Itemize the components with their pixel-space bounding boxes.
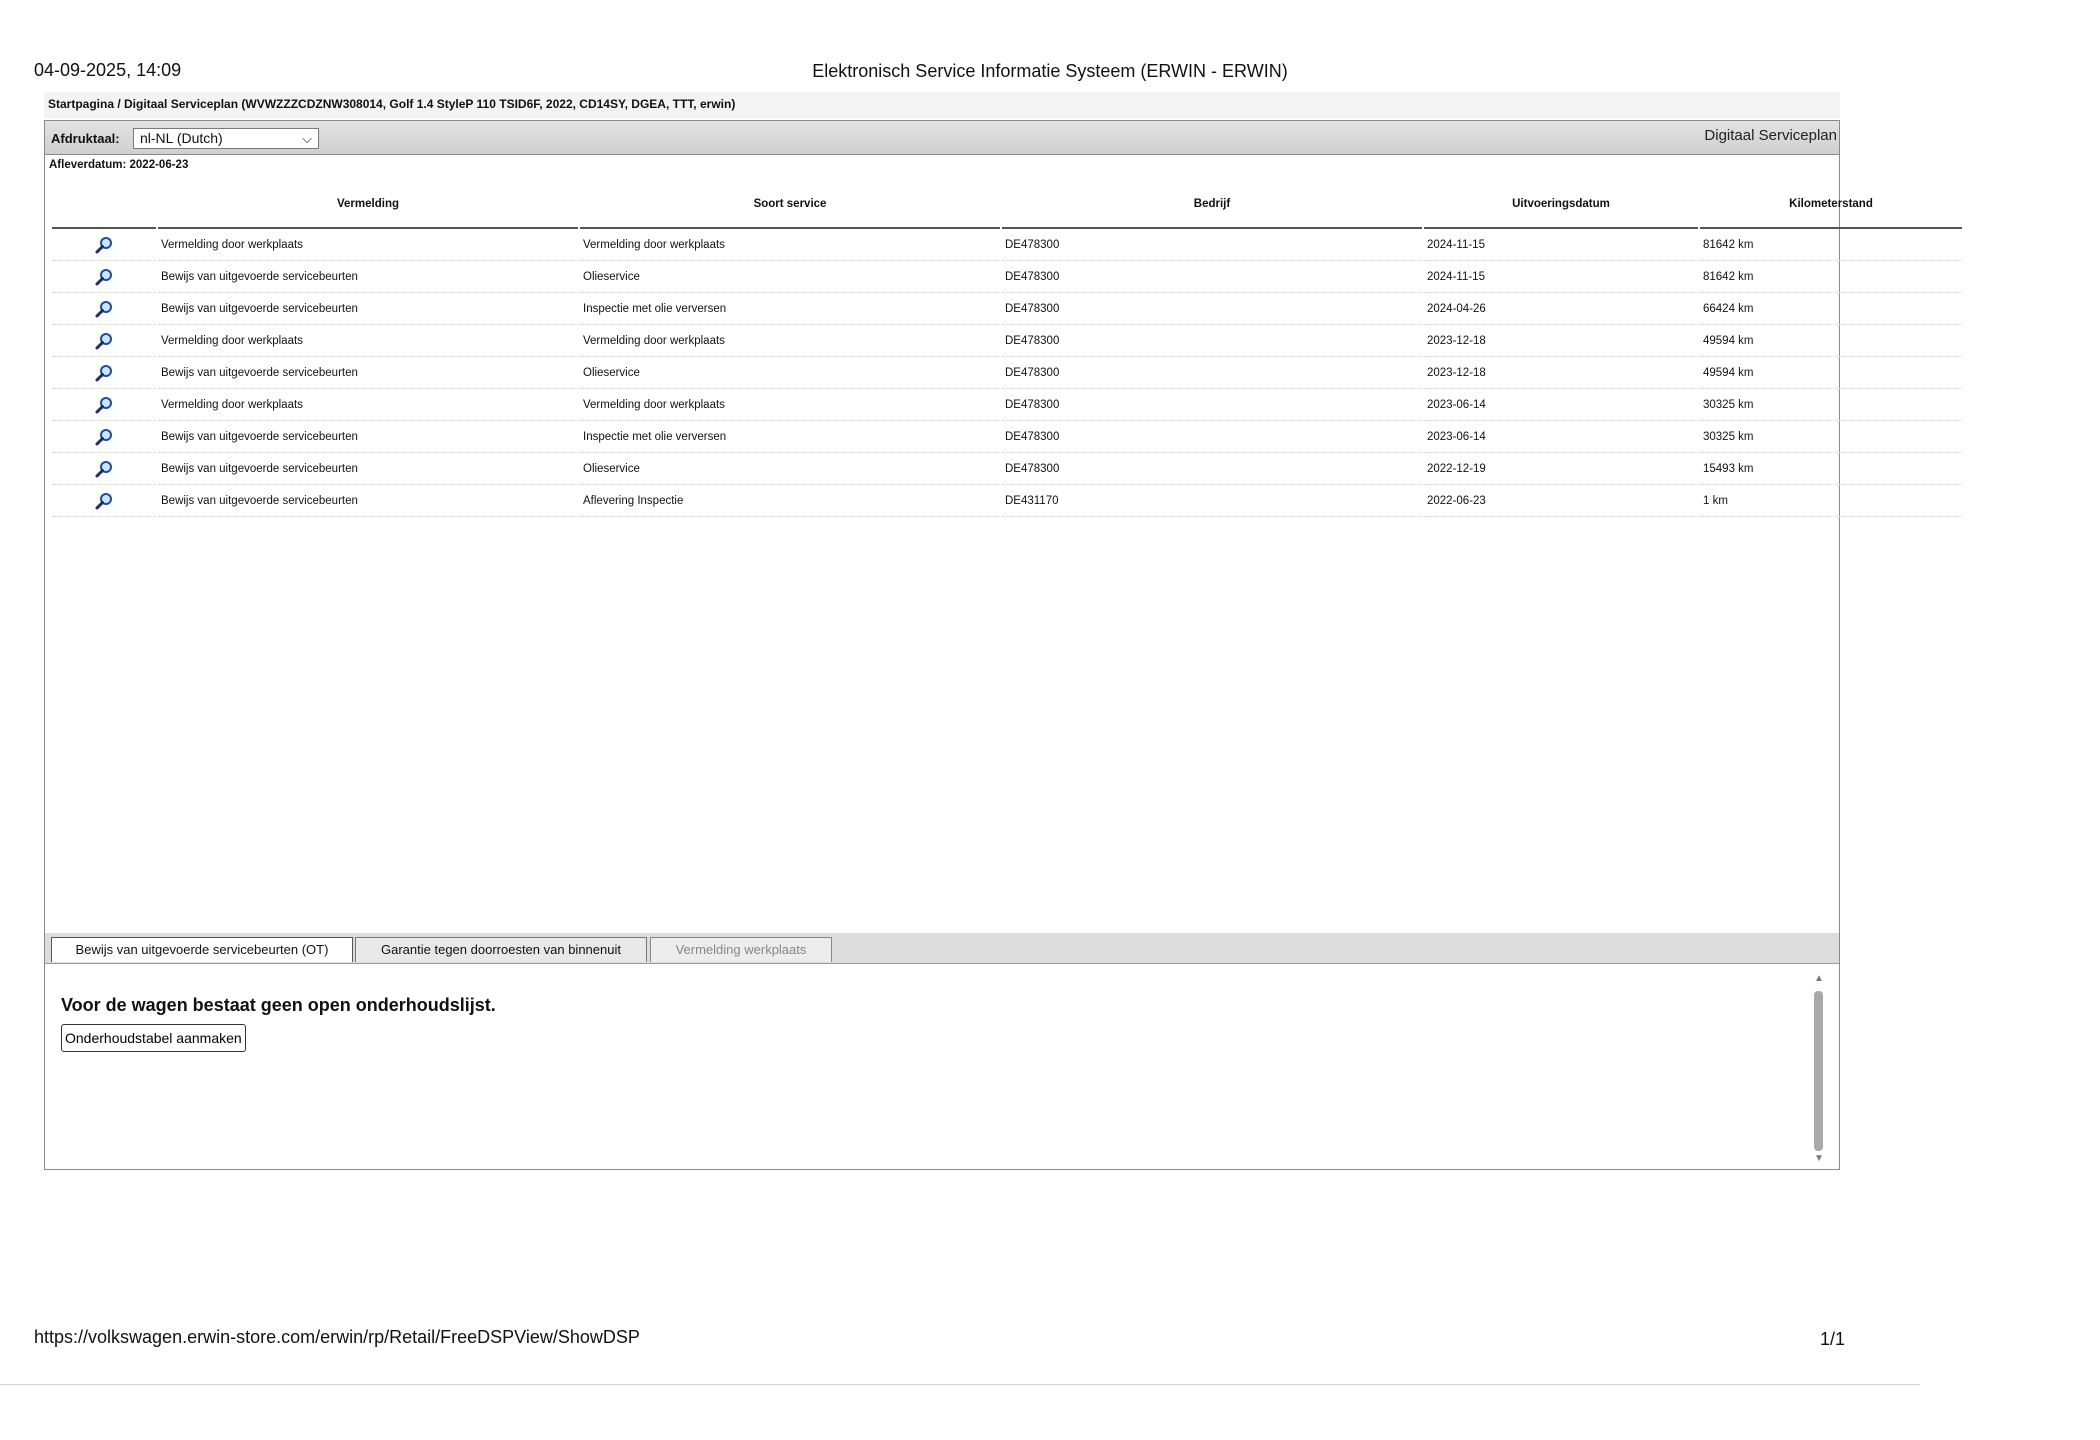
cell-company: DE478300 bbox=[1002, 421, 1422, 453]
cell-entry: Vermelding door werkplaats bbox=[158, 389, 578, 421]
cell-mileage: 49594 km bbox=[1700, 325, 1962, 357]
row-detail-icon-cell[interactable] bbox=[52, 229, 156, 261]
cell-service-type: Olieservice bbox=[580, 357, 1000, 389]
tab-content-panel bbox=[51, 971, 1806, 1161]
cell-service-type: Aflevering Inspectie bbox=[580, 485, 1000, 517]
language-label: Afdruktaal: bbox=[51, 131, 120, 146]
toolbar bbox=[45, 121, 1839, 155]
cell-entry: Bewijs van uitgevoerde servicebeurten bbox=[158, 421, 578, 453]
column-header-icon bbox=[52, 181, 156, 229]
cell-date: 2024-04-26 bbox=[1424, 293, 1698, 325]
magnifier-icon[interactable] bbox=[94, 267, 114, 287]
cell-entry: Bewijs van uitgevoerde servicebeurten bbox=[158, 261, 578, 293]
magnifier-icon[interactable] bbox=[94, 459, 114, 479]
cell-mileage: 30325 km bbox=[1700, 389, 1962, 421]
cell-entry: Bewijs van uitgevoerde servicebeurten bbox=[158, 293, 578, 325]
language-select-value: nl-NL (Dutch) bbox=[140, 130, 223, 146]
row-detail-icon-cell[interactable] bbox=[52, 357, 156, 389]
delivery-date: Afleverdatum: 2022-06-23 bbox=[49, 159, 189, 171]
magnifier-icon[interactable] bbox=[94, 363, 114, 383]
cell-company: DE478300 bbox=[1002, 453, 1422, 485]
chevron-down-icon: ⌵ bbox=[302, 131, 312, 146]
cell-date: 2022-06-23 bbox=[1424, 485, 1698, 517]
row-detail-icon-cell[interactable] bbox=[52, 325, 156, 357]
tab-strip bbox=[45, 933, 1839, 964]
cell-date: 2023-12-18 bbox=[1424, 357, 1698, 389]
row-detail-icon-cell[interactable] bbox=[52, 421, 156, 453]
column-header-mileage[interactable]: Kilometerstand bbox=[1700, 181, 1962, 229]
table-row[interactable] bbox=[52, 261, 1962, 293]
page-bottom-divider bbox=[0, 1384, 1920, 1385]
row-detail-icon-cell[interactable] bbox=[52, 485, 156, 517]
vertical-scroll-thumb[interactable] bbox=[1814, 991, 1823, 1151]
cell-mileage: 1 km bbox=[1700, 485, 1962, 517]
scroll-down-arrow-icon[interactable]: ▼ bbox=[1814, 1153, 1824, 1164]
language-select[interactable] bbox=[133, 128, 319, 149]
cell-entry: Bewijs van uitgevoerde servicebeurten bbox=[158, 453, 578, 485]
cell-mileage: 66424 km bbox=[1700, 293, 1962, 325]
row-detail-icon-cell[interactable] bbox=[52, 453, 156, 485]
row-detail-icon-cell[interactable] bbox=[52, 389, 156, 421]
cell-mileage: 15493 km bbox=[1700, 453, 1962, 485]
print-datetime: 04-09-2025, 14:09 bbox=[34, 60, 182, 80]
cell-service-type: Inspectie met olie verversen bbox=[580, 293, 1000, 325]
cell-service-type: Vermelding door werkplaats bbox=[580, 389, 1000, 421]
table-row[interactable] bbox=[52, 357, 1962, 389]
table-row[interactable] bbox=[52, 293, 1962, 325]
breadcrumb[interactable]: Startpagina / Digitaal Serviceplan (WVWZZZCDZNW308014, Golf 1.4 StyleP 110 TSID6F, 2022, CD14SY, DGEA, TTT, erwin) bbox=[44, 92, 1840, 118]
print-footer-url: https://volkswagen.erwin-store.com/erwin/rp/Retail/FreeDSPView/ShowDSP bbox=[34, 1327, 640, 1347]
service-plan-frame bbox=[44, 120, 1873, 1170]
service-table-viewport bbox=[50, 181, 1873, 971]
tab-service-proof[interactable]: Bewijs van uitgevoerde servicebeurten (OT) bbox=[51, 937, 353, 962]
no-maintenance-list-message: Voor de wagen bestaat geen open onderhoudslijst. bbox=[61, 995, 496, 1015]
vertical-scrollbar[interactable] bbox=[1809, 971, 1829, 1166]
cell-mileage: 81642 km bbox=[1700, 261, 1962, 293]
service-history-table bbox=[50, 181, 1964, 517]
cell-company: DE478300 bbox=[1002, 357, 1422, 389]
column-header-service-type[interactable]: Soort service bbox=[580, 181, 1000, 229]
cell-service-type: Vermelding door werkplaats bbox=[580, 229, 1000, 261]
cell-entry: Vermelding door werkplaats bbox=[158, 229, 578, 261]
scroll-up-arrow-icon[interactable]: ▲ bbox=[1814, 973, 1824, 984]
cell-entry: Bewijs van uitgevoerde servicebeurten bbox=[158, 485, 578, 517]
table-header-row bbox=[52, 181, 1962, 229]
magnifier-icon[interactable] bbox=[94, 235, 114, 255]
cell-service-type: Vermelding door werkplaats bbox=[580, 325, 1000, 357]
cell-mileage: 81642 km bbox=[1700, 229, 1962, 261]
magnifier-icon[interactable] bbox=[94, 299, 114, 319]
cell-company: DE478300 bbox=[1002, 389, 1422, 421]
cell-date: 2024-11-15 bbox=[1424, 229, 1698, 261]
row-detail-icon-cell[interactable] bbox=[52, 261, 156, 293]
print-page-number: 1/1 bbox=[1820, 1329, 1846, 1349]
cell-company: DE478300 bbox=[1002, 261, 1422, 293]
column-header-date[interactable]: Uitvoeringsdatum bbox=[1424, 181, 1698, 229]
table-row[interactable] bbox=[52, 485, 1962, 517]
table-row[interactable] bbox=[52, 421, 1962, 453]
cell-company: DE478300 bbox=[1002, 293, 1422, 325]
column-header-company[interactable]: Bedrijf bbox=[1002, 181, 1422, 229]
table-row[interactable] bbox=[52, 453, 1962, 485]
magnifier-icon[interactable] bbox=[94, 331, 114, 351]
cell-company: DE478300 bbox=[1002, 229, 1422, 261]
cell-service-type: Olieservice bbox=[580, 453, 1000, 485]
create-maintenance-table-button[interactable]: Onderhoudstabel aanmaken bbox=[61, 1024, 246, 1052]
tab-workshop-notes[interactable]: Vermelding werkplaats bbox=[650, 937, 832, 962]
cell-entry: Bewijs van uitgevoerde servicebeurten bbox=[158, 357, 578, 389]
cell-mileage: 49594 km bbox=[1700, 357, 1962, 389]
column-header-entry[interactable]: Vermelding bbox=[158, 181, 578, 229]
cell-company: DE478300 bbox=[1002, 325, 1422, 357]
table-row[interactable] bbox=[52, 229, 1962, 261]
cell-date: 2022-12-19 bbox=[1424, 453, 1698, 485]
cell-mileage: 30325 km bbox=[1700, 421, 1962, 453]
row-detail-icon-cell[interactable] bbox=[52, 293, 156, 325]
cell-service-type: Inspectie met olie verversen bbox=[580, 421, 1000, 453]
cell-date: 2024-11-15 bbox=[1424, 261, 1698, 293]
toolbar-title: Digitaal Serviceplan bbox=[1704, 127, 1837, 144]
table-row[interactable] bbox=[52, 389, 1962, 421]
cell-date: 2023-12-18 bbox=[1424, 325, 1698, 357]
cell-company: DE431170 bbox=[1002, 485, 1422, 517]
tab-corrosion-warranty[interactable]: Garantie tegen doorroesten van binnenuit bbox=[355, 937, 647, 962]
cell-service-type: Olieservice bbox=[580, 261, 1000, 293]
cell-date: 2023-06-14 bbox=[1424, 389, 1698, 421]
print-page-title: Elektronisch Service Informatie Systeem (ERWIN - ERWIN) bbox=[812, 61, 1288, 81]
magnifier-icon[interactable] bbox=[94, 427, 114, 447]
magnifier-icon[interactable] bbox=[94, 395, 114, 415]
magnifier-icon[interactable] bbox=[94, 491, 114, 511]
cell-entry: Vermelding door werkplaats bbox=[158, 325, 578, 357]
table-row[interactable] bbox=[52, 325, 1962, 357]
cell-date: 2023-06-14 bbox=[1424, 421, 1698, 453]
